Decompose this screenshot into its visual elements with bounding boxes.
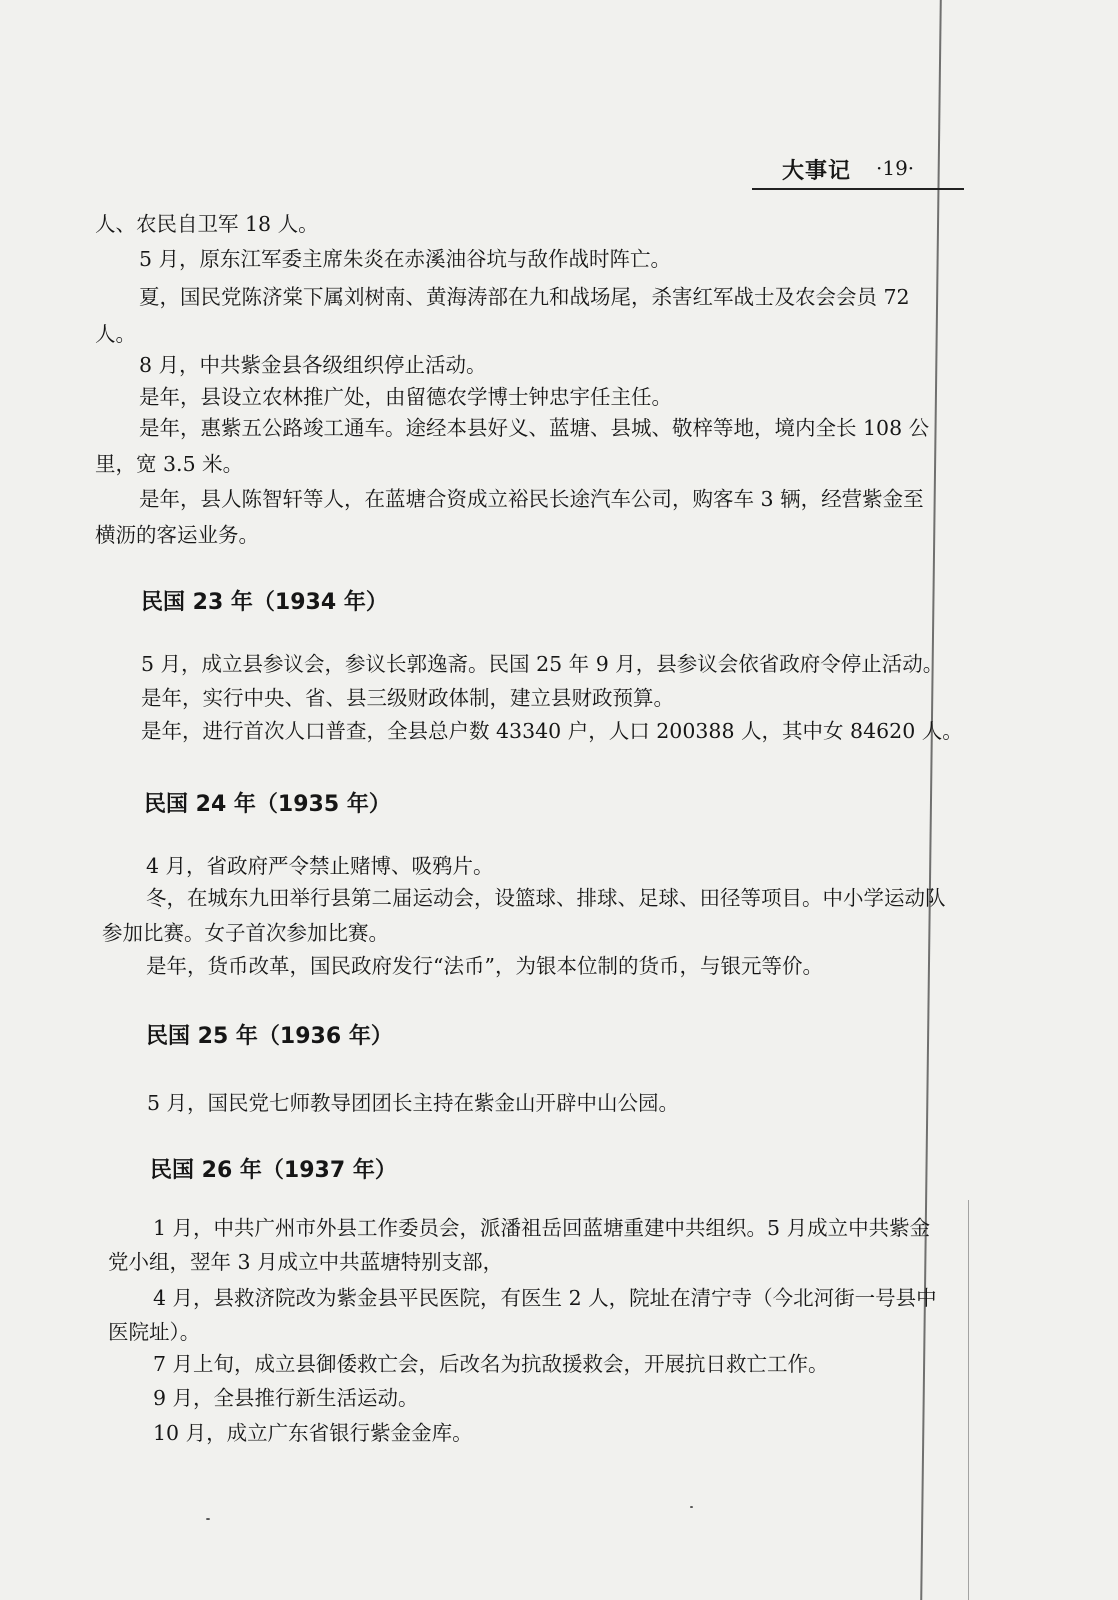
text-line: 1 月，中共广州市外县工作委员会，派潘祖岳回蓝塘重建中共组织。5 月成立中共紫金 xyxy=(153,1216,931,1240)
text-line: 人。 xyxy=(95,322,136,346)
text-line: 是年，实行中央、省、县三级财政体制，建立县财政预算。 xyxy=(141,686,674,710)
text-line: 是年，货币改革，国民政府发行“法币”，为银本位制的货币，与银元等价。 xyxy=(146,954,823,978)
page-number: ·19· xyxy=(876,156,915,180)
text-line: 是年，县设立农林推广处，由留德农学博士钟忠宇任主任。 xyxy=(139,385,672,409)
text-line: 党小组，翌年 3 月成立中共蓝塘特别支部， xyxy=(108,1250,504,1274)
text-line: 5 月，国民党七师教导团团长主持在紫金山开辟中山公园。 xyxy=(147,1091,680,1115)
text-line: 4 月，县救济院改为紫金县平民医院，有医生 2 人，院址在清宁寺（今北河街一号县中 xyxy=(153,1286,937,1310)
scan-speck xyxy=(690,1506,693,1508)
text-line: 横沥的客运业务。 xyxy=(95,523,259,547)
text-line: 是年，进行首次人口普查，全县总户数 43340 户，人口 200388 人，其中女 84620 人。 xyxy=(141,719,963,743)
scan-speck xyxy=(206,1518,210,1520)
text-line: 冬，在城东九田举行县第二届运动会，设篮球、排球、足球、田径等项目。中小学运动队 xyxy=(146,886,946,910)
text-line: 5 月，成立县参议会，参议长郭逸斋。民国 25 年 9 月，县参议会依省政府令停止活动。 xyxy=(141,652,944,676)
scan-edge-line-lower xyxy=(968,1200,969,1600)
text-line: 8 月，中共紫金县各级组织停止活动。 xyxy=(139,353,487,377)
header-title: 大事记 xyxy=(782,159,852,184)
section-heading: 民国 23 年（1934 年） xyxy=(141,590,388,615)
section-heading: 民国 24 年（1935 年） xyxy=(144,792,391,817)
text-line: 医院址）。 xyxy=(108,1320,201,1344)
text-line: 9 月，全县推行新生活运动。 xyxy=(153,1386,419,1410)
text-line: 10 月，成立广东省银行紫金金库。 xyxy=(153,1421,473,1445)
section-heading: 民国 25 年（1936 年） xyxy=(146,1024,393,1049)
section-heading: 民国 26 年（1937 年） xyxy=(150,1158,397,1183)
text-line: 4 月，省政府严令禁止赌博、吸鸦片。 xyxy=(146,854,494,878)
text-line: 是年，县人陈智轩等人，在蓝塘合资成立裕民长途汽车公司，购客车 3 辆，经营紫金至 xyxy=(139,487,924,511)
text-line: 是年，惠紫五公路竣工通车。途经本县好义、蓝塘、县城、敬梓等地，境内全长 108 公 xyxy=(139,416,930,440)
text-line: 里，宽 3.5 米。 xyxy=(95,452,244,476)
running-header xyxy=(752,152,964,190)
text-line: 5 月，原东江军委主席朱炎在赤溪油谷坑与敌作战时阵亡。 xyxy=(139,247,672,271)
text-line: 参加比赛。女子首次参加比赛。 xyxy=(102,921,389,945)
text-line: 7 月上旬，成立县御倭救亡会，后改名为抗敌援救会，开展抗日救亡工作。 xyxy=(153,1352,829,1376)
text-line: 人、农民自卫军 18 人。 xyxy=(95,212,319,236)
text-line: 夏，国民党陈济棠下属刘树南、黄海涛部在九和战场尾，杀害红军战士及农会会员 72 xyxy=(139,285,910,309)
scan-edge-line xyxy=(920,0,942,1600)
